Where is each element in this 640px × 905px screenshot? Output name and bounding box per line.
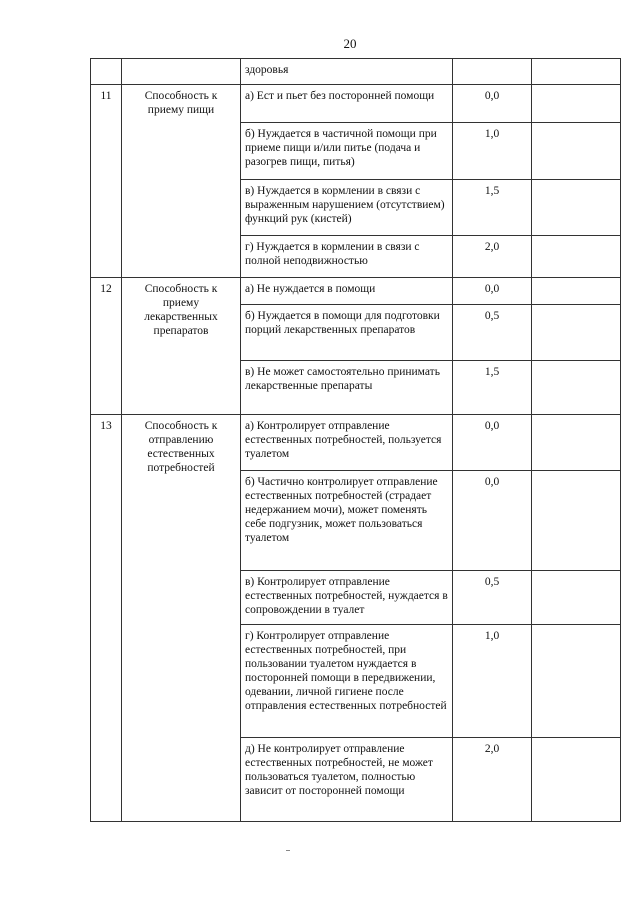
option-description: здоровья	[241, 59, 453, 85]
option-description: в) Контролирует отправление естественных потребностей, нуждается в сопровождении в туалет	[241, 571, 453, 625]
table-cell	[532, 305, 621, 361]
option-description: б) Частично контролирует отправление естественных потребностей (страдает недержанием мочи), может поменять себе подгузник, может пользоваться туалетом	[241, 471, 453, 571]
table-cell	[532, 123, 621, 180]
option-description: д) Не контролирует отправление естественных потребностей, не может пользоваться туалетом, полностью зависит от посторонней помощи	[241, 738, 453, 822]
table-cell	[453, 59, 532, 85]
scan-mark	[286, 850, 290, 851]
table-cell	[532, 85, 621, 123]
table-cell	[91, 59, 122, 85]
table-row	[91, 278, 621, 305]
table-row	[91, 85, 621, 123]
table-row	[91, 415, 621, 471]
criterion-name: Способность к приему пищи	[122, 85, 241, 278]
option-description: б) Нуждается в частичной помощи при приеме пищи и/или питье (подача и разогрев пищи, питья)	[241, 123, 453, 180]
option-description: в) Не может самостоятельно принимать лекарственные препараты	[241, 361, 453, 415]
table-cell	[532, 571, 621, 625]
option-description: в) Нуждается в кормлении в связи с выраженным нарушением (отсутствием) функций рук (кистей)	[241, 180, 453, 236]
option-score: 0,5	[453, 571, 532, 625]
option-description: а) Не нуждается в помощи	[241, 278, 453, 305]
table-cell	[532, 415, 621, 471]
option-description: а) Ест и пьет без посторонней помощи	[241, 85, 453, 123]
table-cell	[532, 471, 621, 571]
criterion-number: 13	[91, 415, 122, 822]
option-score: 1,5	[453, 361, 532, 415]
option-score: 1,0	[453, 625, 532, 738]
table-row	[91, 59, 621, 85]
table-cell	[532, 236, 621, 278]
criterion-name: Способность к приему лекарственных препаратов	[122, 278, 241, 415]
option-score: 0,0	[453, 415, 532, 471]
option-description: г) Нуждается в кормлении в связи с полной неподвижностью	[241, 236, 453, 278]
table-cell	[532, 738, 621, 822]
option-score: 0,0	[453, 471, 532, 571]
option-score: 0,5	[453, 305, 532, 361]
option-score: 1,0	[453, 123, 532, 180]
criterion-number: 11	[91, 85, 122, 278]
option-description: б) Нуждается в помощи для подготовки порций лекарственных препаратов	[241, 305, 453, 361]
criterion-name: Способность к отправлению естественных потребностей	[122, 415, 241, 822]
option-score: 1,5	[453, 180, 532, 236]
option-score: 2,0	[453, 738, 532, 822]
page-number: 20	[343, 36, 357, 51]
option-score: 2,0	[453, 236, 532, 278]
criterion-number: 12	[91, 278, 122, 415]
table-cell	[532, 625, 621, 738]
table-cell	[532, 59, 621, 85]
option-score: 0,0	[453, 85, 532, 123]
table-cell	[532, 278, 621, 305]
table-cell	[122, 59, 241, 85]
option-score: 0,0	[453, 278, 532, 305]
option-description: а) Контролирует отправление естественных потребностей, пользуется туалетом	[241, 415, 453, 471]
option-description: г) Контролирует отправление естественных потребностей, при пользовании туалетом нуждается в посторонней помощи в передвижении, одевании, личной гигиене после отправления естественных потребностей	[241, 625, 453, 738]
table-cell	[532, 361, 621, 415]
assessment-table	[90, 58, 621, 822]
table-cell	[532, 180, 621, 236]
